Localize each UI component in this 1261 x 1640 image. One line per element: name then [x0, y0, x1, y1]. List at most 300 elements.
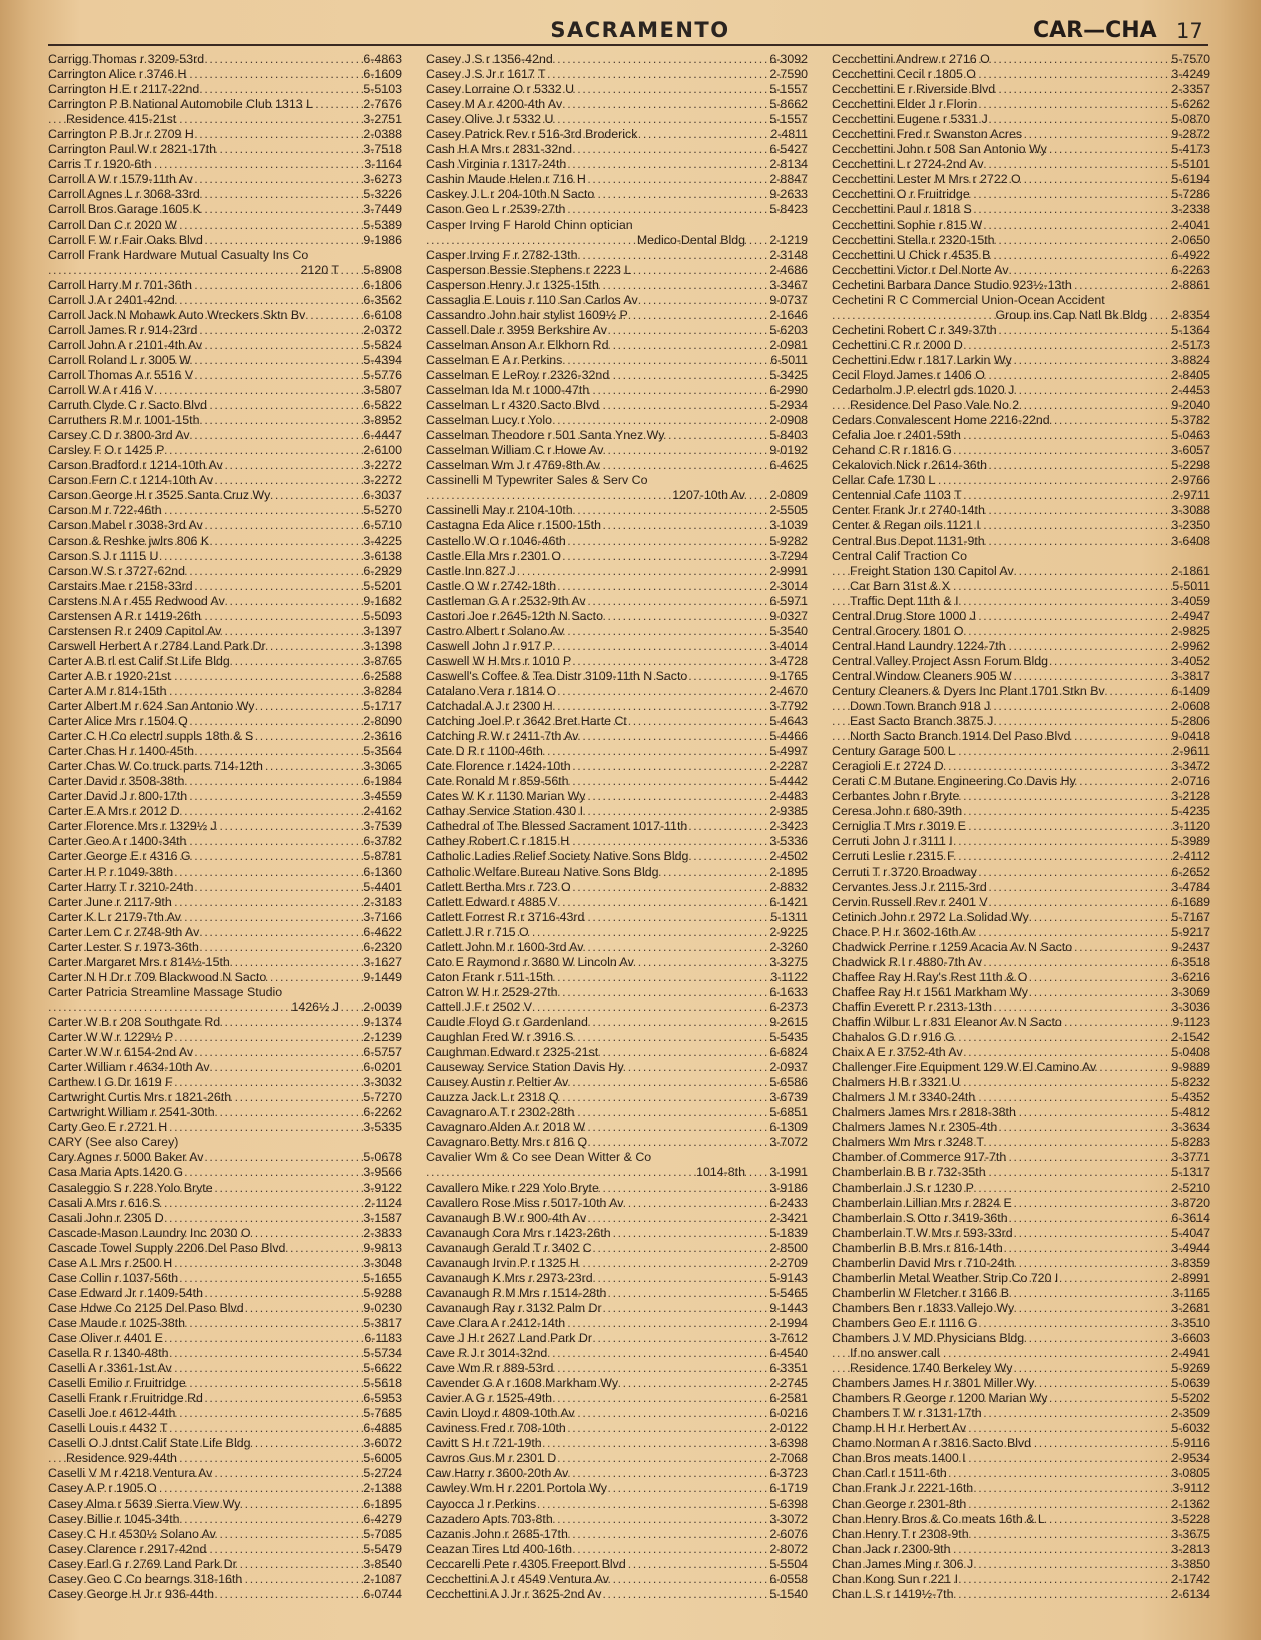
listing-name: Cathay Service Station 430 I: [426, 804, 584, 819]
listing-phone: 2-8847: [769, 172, 808, 187]
listing-name: Casselman Wm J r 4769-8th Av: [426, 458, 600, 473]
listing-entry: [832, 1075, 1210, 1090]
listing-phone: 3-2272: [363, 458, 402, 473]
listing-entry: [48, 202, 402, 217]
listing-entry: [426, 82, 808, 97]
listing-phone: 5-9116: [1172, 1436, 1210, 1451]
listing-entry: [832, 1497, 1210, 1512]
listing-entry: [426, 1572, 808, 1587]
listing-phone: 6-2320: [363, 939, 402, 954]
listing-phone: 3-7612: [769, 1330, 808, 1345]
listing-name: Cerniglia T Mrs r 3019 E: [832, 819, 966, 834]
listing-entry: [426, 955, 808, 970]
listing-entry: [832, 1451, 1210, 1466]
listing-entry: [48, 774, 402, 789]
listing-name: Cartwright Curtis Mrs r 1821-26th: [48, 1090, 232, 1105]
listing-name: Cavanaugh R M Mrs r 1514-28th: [426, 1285, 607, 1300]
listing-name: Chambers Ben r 1833 Vallejo Wy: [832, 1300, 1015, 1315]
listing-phone: 2-8354: [1171, 307, 1210, 322]
listing-name: Carson Bradford r 1214-10th Av: [48, 458, 223, 473]
listing-phone: 2-4483: [769, 789, 808, 804]
listing-phone: 5-4235: [1171, 804, 1210, 819]
listing-name: Case Oliver r 4401 E: [48, 1330, 164, 1345]
listing-entry: [832, 789, 1210, 804]
listing-name: Carrington P B National Automobile Club 1313 L: [48, 97, 313, 112]
listing-entry: [832, 609, 1210, 624]
listing-name: Cathey Robert C r 1815 H: [426, 834, 570, 849]
listing-name: Carthew I G Dr 1619 F: [48, 1075, 173, 1090]
listing-name: Caskey J L r 204-10th N Sacto: [426, 187, 595, 202]
listing-phone: 6-2433: [769, 1195, 808, 1210]
listing-phone: 2-8991: [1171, 1270, 1210, 1285]
listing-entry: [832, 1421, 1210, 1436]
listing-entry: [48, 218, 402, 233]
listing-entry: [426, 473, 808, 488]
listing-entry: [426, 789, 808, 804]
listing-entry: [832, 925, 1210, 940]
listing-phone: 6-2652: [1171, 864, 1210, 879]
listing-name: Carter Lem C r 2748-9th Av: [48, 924, 200, 939]
listing-name: Cecchettini Eugene r 5331 J: [832, 112, 988, 127]
listing-phone: 5-3817: [363, 1315, 402, 1330]
listing-entry: [48, 955, 402, 970]
listing-phone: 3-6398: [769, 1436, 808, 1451]
listing-entry: [48, 308, 402, 323]
listing-name: Cave Clara A r 2412-14th: [426, 1315, 566, 1330]
listing-name: Carter W W r 6154-2nd Av: [48, 1045, 194, 1060]
listing-name: Ceccarelli Pete r 4305 Freeport Blvd: [426, 1556, 626, 1571]
listing-name: Chamberlin David Mrs r 710-24th: [832, 1255, 1015, 1270]
listing-entry: [832, 759, 1210, 774]
listing-entry: [426, 564, 808, 579]
listing-name: Cartwright William r 2541-30th: [48, 1105, 215, 1120]
listing-phone: 5-2724: [363, 1466, 402, 1481]
listing-name: Carris T r 1920-6th: [48, 157, 152, 172]
listing-phone: 2-0388: [363, 127, 402, 142]
listing-name: Chace P H r 3602-16th Av: [832, 924, 976, 939]
listing-phone: 3-2272: [363, 473, 402, 488]
listing-phone: 2-8072: [769, 1541, 808, 1556]
listing-phone: 5-4394: [363, 352, 402, 367]
listing-phone: 5-8423: [769, 202, 808, 217]
listing-phone: 2-1994: [769, 1315, 808, 1330]
listing-name: Carter David r 3508-38th: [48, 774, 185, 789]
listing-name: Cedarholm J P electrl gds 1020 J: [832, 383, 1015, 398]
listing-phone: 3-3675: [1171, 1526, 1210, 1541]
listing-entry: [48, 1436, 402, 1451]
listing-entry: [48, 1406, 402, 1421]
listing-entry: [48, 82, 402, 97]
listing-phone: 6-0558: [769, 1571, 808, 1586]
listing-phone: 5-4466: [769, 729, 808, 744]
listing-name: Chan Frank J r 2221-16th: [832, 1481, 974, 1496]
listing-entry: [48, 293, 402, 308]
listing-phone: 6-3614: [1171, 1210, 1210, 1225]
listing-phone: 3-0805: [1171, 1466, 1210, 1481]
listing-phone: 5-5465: [769, 1285, 808, 1300]
listing-name: Casey Alma r 5639 Sierra View Wy: [48, 1496, 241, 1511]
listing-entry: [832, 97, 1210, 112]
listing-name: Carroll Jack N Mohawk Auto Wreckers Sktn Bv: [48, 307, 306, 322]
listing-name: Chaffee Ray H r 1561 Markham Wy: [832, 984, 1028, 999]
listing-name: Chalmers Wm Mrs r 3248 T: [832, 1135, 984, 1150]
listing-phone: 3-8765: [363, 653, 402, 668]
listing-entry: [48, 1527, 402, 1542]
listing-entry: [48, 940, 402, 955]
listing-name: Chaix A E r 3752-4th Av: [832, 1045, 963, 1060]
listing-entry: [832, 579, 1210, 594]
listing-phone: 6-3723: [769, 1466, 808, 1481]
listing-name: Cerruti John J r 3111 I: [832, 834, 953, 849]
listing-name: Chamberlain J S r 1230 P: [832, 1180, 974, 1195]
listing-phone: 6-0744: [363, 1586, 402, 1601]
listing-phone: 3-3510: [1171, 1315, 1210, 1330]
listing-phone: 2-8134: [769, 157, 808, 172]
column-2: [426, 52, 808, 1602]
listing-phone: 6-5953: [363, 1391, 402, 1406]
listing-entry: [832, 473, 1210, 488]
listing-entry: [426, 353, 808, 368]
listing-name: Cascade-Mason Laundry Inc 2030 O: [48, 1225, 251, 1240]
listing-name: Cazadero Apts 703-8th: [426, 1511, 553, 1526]
listing-name: Catlett John M r 1600-3rd Av: [426, 939, 584, 954]
listing-phone: 6-1719: [769, 1481, 808, 1496]
listing-entry: [832, 127, 1210, 142]
listing-entry: [832, 744, 1210, 759]
listing-name: Carroll Frank Hardware Mutual Casualty Ins Co: [48, 247, 309, 262]
listing-name: Caselli Joe r 4612-44th: [48, 1406, 176, 1421]
listing-entry: [48, 398, 402, 413]
listing-phone: 2-2709: [769, 1255, 808, 1270]
listing-name: Chaffin Wilbur L r 831 Eleanor Av N Sacto: [832, 1015, 1062, 1029]
listing-phone: 3-2128: [1171, 789, 1210, 804]
listing-name: Carstensen A R r 1419-26th: [48, 608, 201, 623]
listing-entry: [426, 368, 808, 383]
listing-phone: 2-4941: [1171, 1346, 1210, 1361]
listing-name: Casey George H Jr r 936-44th: [48, 1586, 214, 1601]
listing-entry: [426, 534, 808, 549]
listing-entry: [426, 1331, 808, 1346]
listing-name: Cavier A G r 1525-49th: [426, 1391, 553, 1406]
listing-name: Carroll W A r 416 V: [48, 383, 154, 398]
listing-entry: [426, 413, 808, 428]
listing-name: 1426½ J: [291, 999, 339, 1014]
listing-phone: 2-3509: [1171, 1406, 1210, 1421]
listing-phone: 3-3088: [1171, 503, 1210, 518]
listing-name: Cecil Floyd James r 1406 O: [832, 367, 985, 382]
listing-entry: [48, 714, 402, 729]
listing-name: Chadwick R I r 4880-7th Av: [832, 954, 982, 969]
listing-name: Carruthers R M r 1001-15th: [48, 413, 200, 428]
listing-entry: [832, 594, 1210, 609]
listing-phone: 5-9143: [769, 1270, 808, 1285]
listing-name: Caudle Floyd G r Gardenland: [426, 1015, 588, 1029]
listing-name: Caselli O J dntst Calif State Life Bldg: [48, 1436, 251, 1451]
listing-phone: 3-9112: [1172, 1481, 1210, 1496]
listing-name: Chahalos G D r 916 G: [832, 1030, 955, 1045]
listing-entry: [426, 398, 808, 413]
listing-name: Chamberlin B B Mrs r 816-14th: [832, 1240, 1003, 1255]
listing-name: Chaffin Everett P r 2313-13th: [832, 999, 993, 1014]
listing-entry: [832, 669, 1210, 684]
listing-phone: 2-4453: [1171, 383, 1210, 398]
listing-entry: [832, 263, 1210, 278]
listing-name: Chamo Norman A r 3816 Sacto Blvd: [832, 1436, 1032, 1451]
listing-name: Cayocca J r Perkins: [426, 1496, 537, 1511]
listing-name: Carter Chas W Co truck parts 714-12th: [48, 759, 263, 774]
listing-entry: [832, 353, 1210, 368]
listing-name: Catholic Welfare Bureau Native Sons Bldg: [426, 864, 659, 879]
listing-name: Castle O W r 2742-18th: [426, 578, 557, 593]
listing-entry: [426, 880, 808, 895]
listing-name: Cecchettini Cecil r 1805 O: [832, 67, 976, 82]
listing-phone: 5-2934: [769, 398, 808, 413]
listing-entry: [48, 925, 402, 940]
listing-name: Carter June r 2117-9th: [48, 894, 172, 909]
listing-name: Carroll J A r 2401-42nd: [48, 292, 175, 307]
listing-name: Cavanaugh B W r 900-4th Av: [426, 1210, 587, 1225]
listing-phone: 2-9766: [1171, 473, 1210, 488]
listing-name: Casey Patrick Rev r 516-3rd Broderick: [426, 127, 638, 142]
listing-name: Cecchettini A J Jr r 3625-2nd Av: [426, 1586, 602, 1601]
listing-name: Carter Lester S r 1973-36th: [48, 939, 199, 954]
listing-phone: 5-3989: [1171, 834, 1210, 849]
listing-name: Cavagnaro A T r 2302-28th: [426, 1105, 575, 1120]
listing-name: Casperson Henry J r 1325-15th: [426, 277, 599, 292]
listing-name: Centennial Cafe 1103 T: [832, 488, 962, 503]
listing-phone: 3-7072: [769, 1135, 808, 1150]
listing-name: Carter Alice Mrs r 1504 Q: [48, 714, 188, 729]
listing-phone: 3-1627: [363, 954, 402, 969]
listing-name: Casselman William C r Howe Av: [426, 443, 604, 458]
listing-phone: 2-2745: [769, 1376, 808, 1391]
listing-phone: 2-3421: [769, 1210, 808, 1225]
listing-entry: [426, 293, 808, 308]
listing-entry: [48, 564, 402, 579]
listing-entry: [48, 503, 402, 518]
listing-name: Cattell J F r 2502 V: [426, 999, 533, 1014]
listing-entry: [832, 308, 1210, 323]
listing-name: Chambers J V MD Physicians Bldg: [832, 1330, 1025, 1345]
listing-phone: 5-4442: [769, 774, 808, 789]
listing-entry: [832, 1527, 1210, 1542]
listing-entry: [426, 1045, 808, 1060]
listing-phone: 6-5011: [770, 352, 808, 367]
listing-name: Casper Irving F r 2782-13th: [426, 247, 578, 262]
listing-phone: 3-6072: [363, 1436, 402, 1451]
listing-entry: [832, 458, 1210, 473]
listing-name: Carson M r 722-46th: [48, 503, 162, 518]
listing-name: Castagna Eda Alice r 1500-15th: [426, 518, 601, 533]
listing-entry: [48, 1481, 402, 1496]
listing-entry: [832, 1196, 1210, 1211]
listing-phone: 2-1861: [1171, 563, 1210, 578]
listing-entry: [48, 549, 402, 564]
listing-name: Chambers R George r 1200 Marian Wy: [832, 1391, 1048, 1406]
listing-phone: 5-1839: [769, 1225, 808, 1240]
listing-entry: [426, 187, 808, 202]
listing-name: Cate Ronald M r 859-56th: [426, 774, 569, 789]
listing-phone: 5-3540: [769, 623, 808, 638]
listing-entry: [426, 97, 808, 112]
listing-phone: 5-5479: [363, 1541, 402, 1556]
listing-entry: [48, 518, 402, 533]
listing-name: Cate D R r 1100-46th: [426, 744, 543, 759]
listing-phone: 3-1122: [770, 969, 808, 984]
listing-phone: 3-1587: [363, 1210, 402, 1225]
listing-entry: [426, 518, 808, 533]
listing-entry: [426, 639, 808, 654]
listing-name: Cassinelli M Typewriter Sales & Serv Co: [426, 473, 648, 488]
listing-name: Cassaglia E Louis r 110 San Carlos Av: [426, 292, 638, 307]
listing-entry: [832, 564, 1210, 579]
listing-entry: [832, 323, 1210, 338]
listing-entry: [832, 1120, 1210, 1135]
listing-entry: [48, 865, 402, 880]
listing-phone: 5-6622: [363, 1361, 402, 1376]
listing-entry: [48, 1557, 402, 1572]
listing-name: Cason Geo L r 2539-27th: [426, 202, 566, 217]
listing-entry: [426, 443, 808, 458]
listing-name: Catching R W r 2411-7th Av: [426, 729, 579, 744]
listing-name: Catlett Forrest R r 3716-43rd: [426, 909, 585, 924]
listing-phone: 2-1388: [363, 1481, 402, 1496]
page-header-city: SACRAMENTO: [550, 18, 730, 42]
listing-phone: 9-0737: [769, 292, 808, 307]
listing-phone: 2-8500: [769, 1240, 808, 1255]
listing-phone: 5-5618: [363, 1376, 402, 1391]
listing-entry: [832, 955, 1210, 970]
listing-name: Carter David J r 800-17th: [48, 789, 188, 804]
listing-phone: 3-2751: [363, 112, 402, 127]
listing-entry: [48, 248, 402, 263]
listing-phone: 9-1986: [363, 232, 402, 247]
listing-name: Cash H A Mrs r 2831-32nd: [426, 142, 573, 157]
listing-entry: [48, 1135, 402, 1150]
listing-phone: 3-4059: [1171, 593, 1210, 608]
listing-entry: [48, 624, 402, 639]
listing-entry: [48, 1542, 402, 1557]
listing-phone: 3-4249: [1171, 67, 1210, 82]
listing-name: Cato E Raymond r 3680 W Lincoln Av: [426, 954, 634, 969]
listing-name: Cavanaugh K Mrs r 2973-23rd: [426, 1270, 593, 1285]
listing-phone: 6-2262: [363, 1105, 402, 1120]
listing-phone: 5-4643: [769, 714, 808, 729]
listing-name: Chan L S r 1419½-7th: [832, 1586, 954, 1601]
listing-entry: [426, 940, 808, 955]
listing-name: Car Barn 31st & X: [850, 578, 950, 593]
listing-phone: 3-1165: [1172, 1285, 1210, 1300]
listing-phone: 6-3037: [363, 488, 402, 503]
listing-entry: [426, 1436, 808, 1451]
listing-phone: 2-8832: [769, 879, 808, 894]
listing-entry: [832, 338, 1210, 353]
listing-phone: 2-1239: [363, 1030, 402, 1045]
listing-name: Chamberlain S Otto r 3419-36th: [832, 1210, 1008, 1225]
listing-name: Catlett Edward r 4885 V: [426, 894, 558, 909]
listing-phone: 3-8720: [1171, 1195, 1210, 1210]
listing-phone: 5-5776: [363, 367, 402, 382]
listing-name: Casey Clarence r 2917-42nd: [48, 1541, 207, 1556]
listing-entry: [832, 218, 1210, 233]
listing-name: Cerati C M Butane Engineering Co Davis Hy: [832, 774, 1076, 789]
listing-entry: [426, 1241, 808, 1256]
listing-name: Cazanis John r 2685-17th: [426, 1526, 568, 1541]
listing-entry: [832, 518, 1210, 533]
listing-entry: [426, 308, 808, 323]
listing-phone: 6-1689: [1171, 894, 1210, 909]
listing-entry: [832, 1256, 1210, 1271]
listing-entry: [48, 1015, 402, 1030]
listing-phone: 2-0372: [363, 322, 402, 337]
listing-phone: 3-5336: [769, 834, 808, 849]
listing-phone: 6-4922: [1171, 247, 1210, 262]
listing-phone: 9-2437: [1171, 939, 1210, 954]
listing-phone: 3-7166: [363, 909, 402, 924]
listing-phone: 2-1087: [363, 1571, 402, 1586]
listing-entry: [48, 263, 402, 278]
listing-name: Traffic Dept 11th & I: [850, 593, 959, 608]
listing-name: Casey Lorraine O r 5332 U: [426, 82, 575, 97]
listing-name: Group ins Cap Natl Bk Bldg: [995, 307, 1147, 322]
listing-name: Casey J S Jr r 1617 T: [426, 67, 546, 82]
listing-phone: 5-6194: [1171, 172, 1210, 187]
page-header-range: CAR—CHA: [1033, 18, 1157, 43]
listing-phone: 3-4052: [1171, 653, 1210, 668]
listing-name: Cavin Lloyd r 4809-10th Av: [426, 1406, 575, 1421]
listing-entry: [832, 82, 1210, 97]
listing-name: Carroll F W r Fair Oaks Blvd: [48, 232, 203, 247]
listing-name: 1207-10th Av: [672, 488, 745, 503]
listing-name: Chambers Geo E r 1116 G: [832, 1315, 978, 1330]
listing-name: Cavanaugh Ray r 3132 Palm Dr: [426, 1300, 602, 1315]
listing-phone: 3-5335: [363, 1120, 402, 1135]
listing-phone: 5-2298: [1171, 458, 1210, 473]
listing-phone: 2-9385: [769, 804, 808, 819]
listing-phone: 5-0408: [1171, 1045, 1210, 1060]
listing-entry: [426, 1406, 808, 1421]
listing-phone: 3-1398: [363, 638, 402, 653]
listing-entry: [832, 1135, 1210, 1150]
listing-entry: [426, 1271, 808, 1286]
listing-name: Ceragioli E r 2724 D: [832, 759, 944, 774]
listing-phone: 2-6076: [769, 1526, 808, 1541]
listing-phone: 6-1409: [1171, 683, 1210, 698]
listing-phone: 6-4447: [363, 428, 402, 443]
listing-name: Cellar Cafe 1730 L: [832, 473, 936, 488]
listing-phone: 6-4279: [363, 1511, 402, 1526]
listing-entry: [832, 1376, 1210, 1391]
listing-entry: [48, 1316, 402, 1331]
listing-entry: [48, 1466, 402, 1481]
listing-entry: [426, 323, 808, 338]
listing-name: Cathedral of The Blessed Sacrament 1017-11th: [426, 819, 688, 834]
listing-name: Cervantes Jess J r 2115-3rd: [832, 879, 987, 894]
listing-name: Carroll Roland L r 3005 W: [48, 352, 191, 367]
listing-entry: [48, 67, 402, 82]
listing-name: Cervin Russell Rev r 2401 V: [832, 894, 988, 909]
listing-name: Cefalia Joe r 2401-59th: [832, 428, 961, 443]
listing-entry: [48, 910, 402, 925]
listing-entry: [832, 1271, 1210, 1286]
listing-phone: 3-5807: [363, 383, 402, 398]
listing-entry: [832, 1090, 1210, 1105]
listing-entry: [48, 1572, 402, 1587]
listing-name: Casper Irving F Harold Chinn optician: [426, 217, 633, 232]
listing-phone: 2-3148: [769, 247, 808, 262]
listing-name: Chalmers James N r 2305-4th: [832, 1120, 998, 1135]
listing-phone: 9-1374: [363, 1015, 402, 1029]
